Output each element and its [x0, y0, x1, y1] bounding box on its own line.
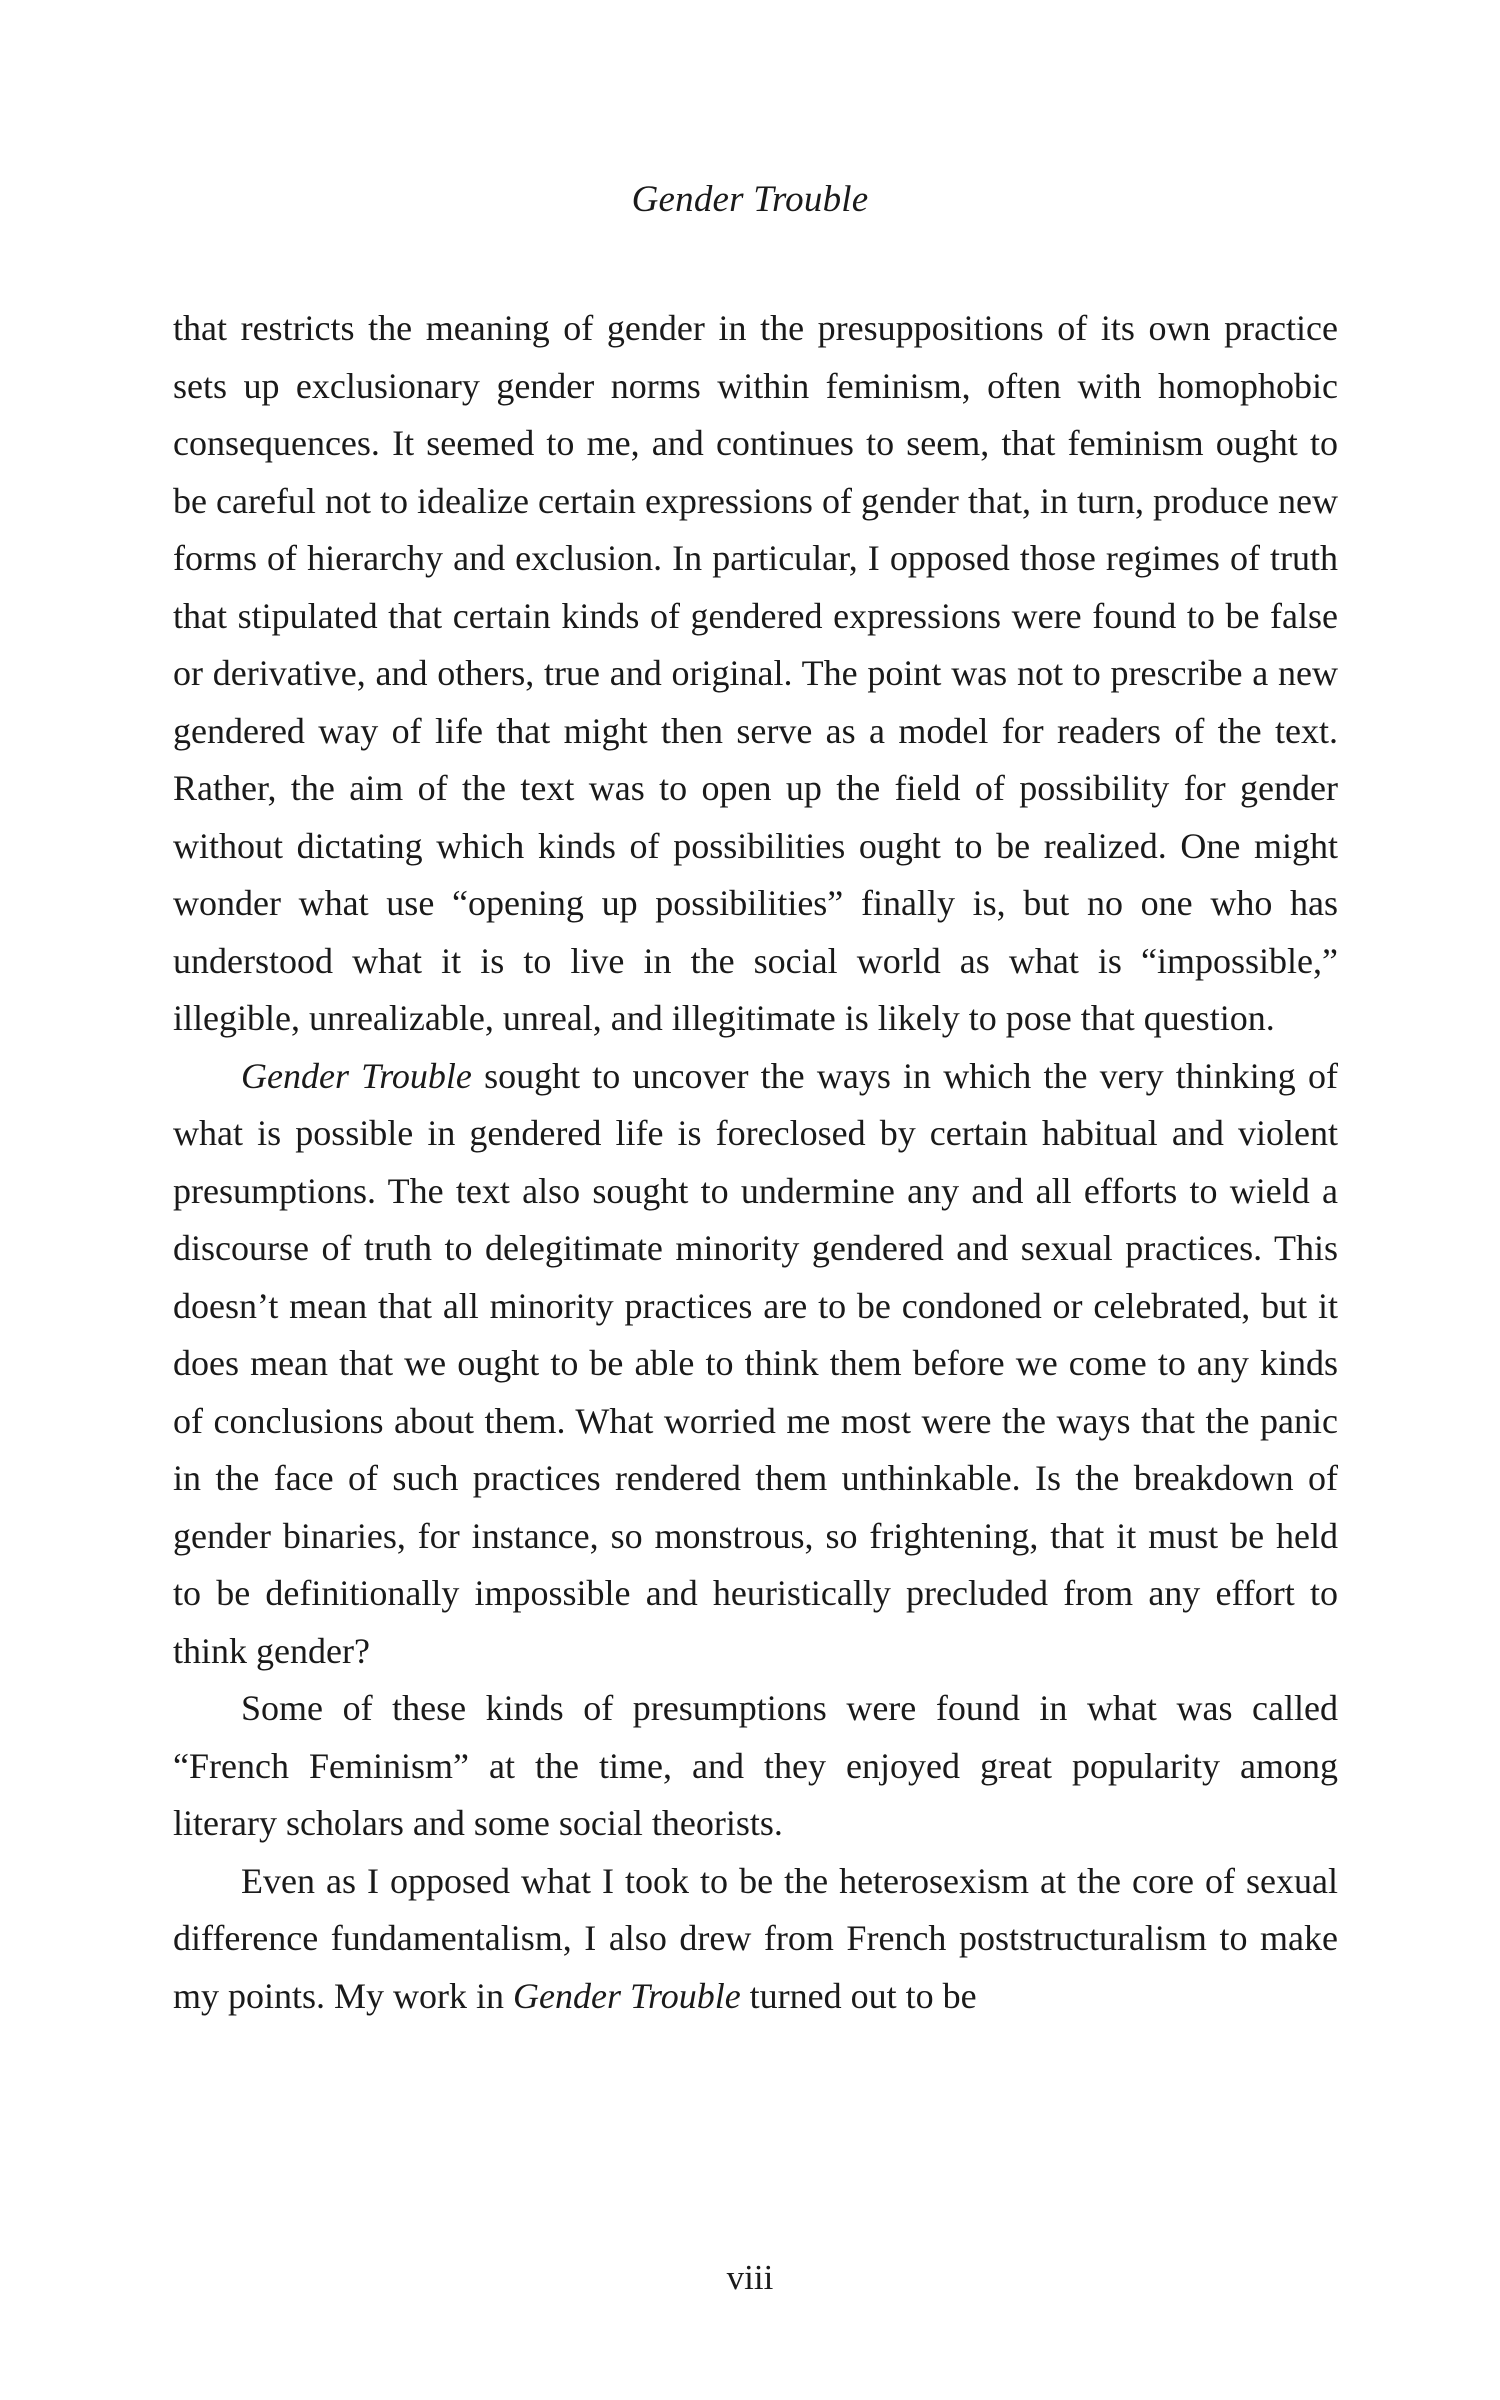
text-segment: sought to uncover the ways in which the very thinking of what is possible in gendered life is foreclosed by certain habitual and violent presumptions. The text also sought to undermine any and all efforts to wield a discourse of truth to delegitimate minority gendered and sexual practices. This doesn’t mean that all minority practices are to be condoned or celebrated, but it does mean that we ought to be able to think them before we come to any kinds of conclusions about them. What worried me most were the ways that the panic in the face of such practices rendered them unthinkable. Is the breakdown of gender binaries, for instance, so monstrous, so frightening, that it must be held to be definitionally impossible and heuristically precluded from any effort to think gender? [173, 1055, 1338, 1671]
book-title: Gender Trouble [241, 1055, 472, 1096]
running-head: Gender Trouble [631, 179, 869, 220]
text-segment: turned out to be [740, 1975, 977, 2016]
paragraph [173, 1048, 1338, 1681]
paragraph [173, 300, 1338, 1048]
paragraph [173, 1853, 1338, 2026]
book-title: Gender Trouble [513, 1975, 741, 2016]
text-segment: that restricts the meaning of gender in the presuppositions of its own practice sets up exclusionary gender norms within feminism, often with homophobic consequences. It seemed to me, and continues to seem, that feminism ought to be careful not to idealize certain expressions of gender that, in turn, produce new forms of hierarchy and exclusion. In particular, I opposed those regimes of truth that stipulated that certain kinds of gendered expressions were found to be false or derivative, and others, true and original. The point was not to prescribe a new gendered way of life that might then serve as a model for readers of the text. Rather, the aim of the text was to open up the field of possibility for gender without dictating which kinds of possibilities ought to be realized. One might wonder what use “opening up possibilities” finally is, but no one who has understood what it is to live in the social world as what is “impossible,” illegible, unrealizable, unreal, and illegitimate is likely to pose that question. [173, 308, 1338, 1038]
page-number: viii [726, 2258, 774, 2297]
text-segment: Some of these kinds of presumptions were found in what was called “French Feminism” at the time, and they enjoyed great popularity among literary scholars and some social theorists. [173, 1688, 1338, 1843]
text-segment: Even as I opposed what I took to be the heterosexism at the core of sexual difference fundamentalism, I also drew from French poststructuralism to make my points. My work in [173, 1860, 1338, 2016]
body-text [173, 300, 1338, 2025]
paragraph [173, 1680, 1338, 1853]
